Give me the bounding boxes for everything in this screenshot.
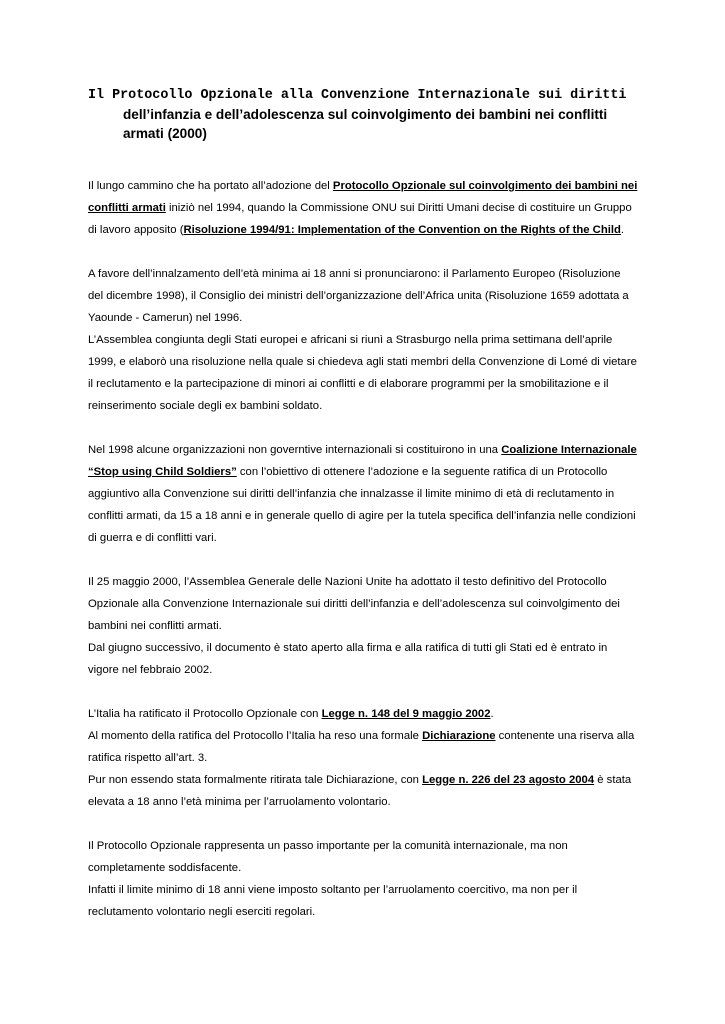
paragraph-adoption: Il 25 maggio 2000, l’Assemblea Generale delle Nazioni Unite ha adottato il testo definitivo del Protocollo Opzionale alla Convenzione Internazionale sui diritti dell’infanzia e dell’adolescenza sul coinvolgimento dei bambini nei conflitti armati. [88,576,620,632]
document-title-continued: dell’infanzia e dell’adolescenza sul coinvolgimento dei bambini nei conflitti armati (2000) [123,107,608,141]
paragraph-limitation: Infatti il limite minimo di 18 anni viene imposto soltanto per l’arruolamento coercitivo, ma non per il reclutamento volontario negli eserciti regolari. [88,884,578,918]
paragraph-law-226: Pur non essendo stata formalmente ritirata tale Dichiarazione, con Legge n. 226 del 23 agosto 2004 è stata elevata a 18 anno l’età minima per l’arruolamento volontario. [88,774,632,808]
coalition-link[interactable]: Coalizione Internazionale “Stop using Child Soldiers” [88,444,637,478]
document-page [88,86,638,923]
law-148-link[interactable]: Legge n. 148 del 9 maggio 2002 [321,708,491,720]
paragraph-italy-ratification: L’Italia ha ratificato il Protocollo Opzionale con Legge n. 148 del 9 maggio 2002. [88,708,494,720]
paragraph-assessment: Il Protocollo Opzionale rappresenta un passo importante per la comunità internazionale, ma non completamente soddisfacente. [88,840,568,874]
paragraph-intro: Il lungo cammino che ha portato all’adozione del Protocollo Opzionale sul coinvolgimento dei bambini nei conflitti armati iniziò nel 1994, quando la Commissione ONU sui Diritti Umani decise di costituire un Gruppo di lavoro apposito (Risoluzione 1994/91: Implementation of the Convention on the Rights of the Child. [88,180,638,236]
paragraph-joint-assembly: L’Assemblea congiunta degli Stati europei e africani si riunì a Strasburgo nella prima settimana dell’aprile 1999, e elaborò una risoluzione nella quale si chiedeva agli stati membri della Convenzione di Lomé di vietare il reclutamento e la partecipazione di minori ai conflitti e di elaborare programmi per la smobilitazione e il reinserimento sociale degli ex bambini soldato. [88,334,637,412]
paragraph-declaration: Al momento della ratifica del Protocollo l’Italia ha reso una formale Dichiarazione contenente una riserva alla ratifica rispetto all’art. 3. [88,730,635,764]
document-title: Il Protocollo Opzionale alla Convenzione Internazionale sui diritti [88,88,627,103]
protocol-link[interactable]: Protocollo Opzionale sul coinvolgimento dei bambini nei conflitti armati [88,180,638,214]
paragraph-coalition: Nel 1998 alcune organizzazioni non governtive internazionali si costituirono in una Coalizione Internazionale “Stop using Child Soldiers” con l’obiettivo di ottenere l’adozione e la seguente ratifica di un Protocollo aggiuntivo alla Convenzione sui diritti dell’infanzia che innalzasse il limite minimo di età di reclutamento in conflitti armati, da 15 a 18 anni e in generale quello di agire per la tutela specifica dell’infanzia nelle condizioni di guerra e di conflitti vari. [88,444,637,544]
paragraph-age-support: A favore dell’innalzamento dell’età minima ai 18 anni si pronunciarono: il Parlamento Europeo (Risoluzione del dicembre 1998), il Consiglio dei ministri dell’organizzazione dell’Africa unita (Risoluzione 1659 adottata a Yaounde - Camerun) nel 1996. [88,268,629,324]
declaration-link[interactable]: Dichiarazione [422,730,496,742]
paragraph-entry-into-force: Dal giugno successivo, il documento è stato aperto alla firma e alla ratifica di tutti gli Stati ed è entrato in vigore nel febbraio 2002. [88,642,608,676]
resolution-link[interactable]: Risoluzione 1994/91: Implementation of the Convention on the Rights of the Child [183,224,621,236]
law-226-link[interactable]: Legge n. 226 del 23 agosto 2004 [422,774,595,786]
